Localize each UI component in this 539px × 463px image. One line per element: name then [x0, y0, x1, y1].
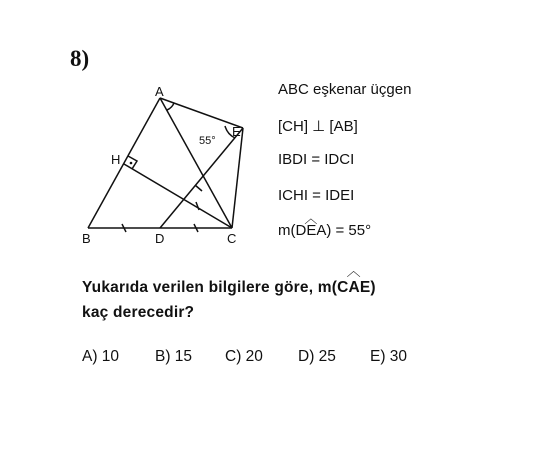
- label-b: B: [82, 231, 91, 246]
- given-ch-de: ICHI = IDEI: [278, 187, 355, 204]
- label-a: A: [155, 84, 164, 99]
- given-angle-dea: [278, 211, 372, 239]
- angle-hat: ︿: [346, 263, 361, 279]
- label-c: C: [227, 231, 237, 246]
- label-h: H: [111, 152, 121, 167]
- segment-ch: [124, 164, 232, 228]
- option-a[interactable]: A) 10: [82, 348, 120, 365]
- angle-dea: [295, 211, 327, 239]
- label-d: D: [155, 231, 165, 246]
- question-text: [82, 263, 376, 325]
- given-angle-suffix: ) = 55°: [326, 222, 372, 239]
- angle-hat: ︿: [304, 211, 318, 226]
- question-line-1: [82, 263, 376, 300]
- segment-ec: [232, 128, 243, 228]
- question-number: 8): [70, 46, 90, 71]
- segment-ac: [160, 98, 232, 228]
- given-perpendicular: [CH] ⊥ [AB]: [278, 118, 358, 135]
- angle-cae-letters: CAE: [337, 279, 371, 296]
- question-line-2: kaç derecedir?: [82, 304, 195, 321]
- right-angle-dot: [130, 162, 133, 165]
- segment-ae: [160, 98, 243, 128]
- option-c[interactable]: C) 20: [225, 348, 263, 365]
- angle-dea-letters: DEA: [295, 222, 327, 239]
- given-equilateral: ABC eşkenar üçgen: [278, 81, 412, 98]
- option-b[interactable]: B) 15: [155, 348, 193, 365]
- angle-arc-a: [167, 103, 174, 110]
- tick-de: [195, 185, 202, 191]
- option-e[interactable]: E) 30: [370, 348, 408, 365]
- question-prefix: Yukarıda verilen bilgilere göre, m(: [82, 279, 338, 296]
- angle-label-55: 55°: [199, 135, 216, 147]
- segment-ab: [88, 98, 160, 228]
- given-bd-dc: IBDI = IDCI: [278, 151, 355, 168]
- label-e: E: [232, 124, 241, 139]
- option-d[interactable]: D) 25: [298, 348, 336, 365]
- tick-ch: [196, 202, 199, 210]
- question-suffix: ): [370, 279, 376, 296]
- answer-options: [0, 348, 539, 370]
- given-angle-prefix: m(: [278, 222, 296, 239]
- angle-cae: [337, 263, 371, 300]
